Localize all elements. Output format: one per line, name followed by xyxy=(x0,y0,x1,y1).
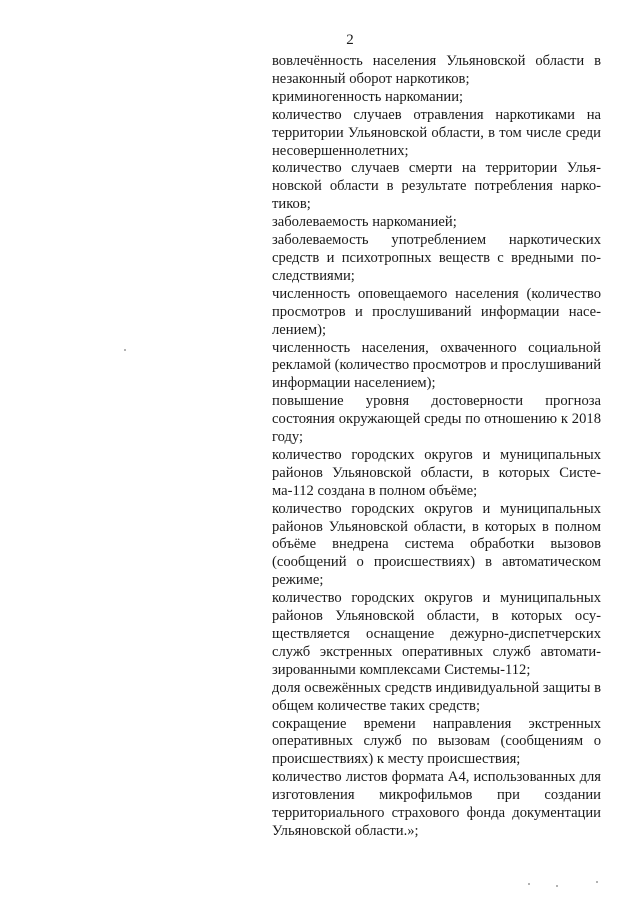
paragraph-indicator-social-advertising-reach: численность населения, охваченного социальной рекламой (количество просмотров и прослушиваний информации населением); xyxy=(272,339,602,392)
paragraph-indicator-harmful-use-morbidity: заболеваемость употреблением наркотических средств и психотропных веществ с вредными последствиями; xyxy=(272,232,601,284)
paragraph-indicator-response-time-reduction: сокращение времени направления экстренных оперативных служб по вызовам (сообщениям о происшествиях) к месту происшествия; xyxy=(272,715,601,768)
paragraph-indicator-dispatch-equipment: количество городских округов и муниципальных районов Ульяновской области, в которых осуществляется оснащение дежурно-диспетчерских служб экстренных оперативных служб автоматизированными комплексами Системы-112; xyxy=(272,590,601,678)
page-number: 2 xyxy=(346,32,354,48)
paragraph-indicator-protective-equipment-share: доля освежённых средств индивидуальной защиты в общем количестве таких средств; xyxy=(272,679,601,714)
paragraph-indicator-poisoning-cases: количество случаев отравления наркотиками на территории Ульяновской области, в том числе среди несовершеннолетних; xyxy=(272,106,601,159)
paragraph-indicator-notified-population: численность оповещаемого населения (количество просмотров и прослушиваний информации населением); xyxy=(272,285,601,338)
scan-speck xyxy=(528,883,530,885)
document-body xyxy=(272,53,601,841)
paragraph-indicator-microfilm-sheets: количество листов формата А4, использованных для изготовления микрофильмов при создании территориального страхового фонда документации Ульяновской области.»; xyxy=(272,769,601,839)
scan-speck xyxy=(556,885,558,887)
paragraph-indicator-system112-created: количество городских округов и муниципальных районов Ульяновской области, в которых Система-112 создана в полном объёме; xyxy=(272,446,601,499)
scan-speck xyxy=(596,881,598,883)
paragraph-indicator-forecast-reliability: повышение уровня достоверности прогноза состояния окружающей среды по отношению к 2018 году; xyxy=(272,393,601,446)
scan-speck xyxy=(124,349,126,351)
paragraph-indicator-criminogenic: криминогенность наркомании; xyxy=(272,88,464,105)
paragraph-indicator-drug-involvement: вовлечённость населения Ульяновской области в незаконный оборот наркотиков; xyxy=(272,53,601,87)
paragraph-indicator-call-processing-automated: количество городских округов и муниципальных районов Ульяновской области, в которых в полном объёме внедрена система обработки вызовов (сообщений о происшествиях) в автоматическом режиме; xyxy=(272,500,601,589)
paragraph-indicator-addiction-morbidity: заболеваемость наркоманией; xyxy=(272,214,457,231)
paragraph-indicator-death-cases: количество случаев смерти на территории Ульяновской области в результате потребления наркотиков; xyxy=(272,160,601,213)
